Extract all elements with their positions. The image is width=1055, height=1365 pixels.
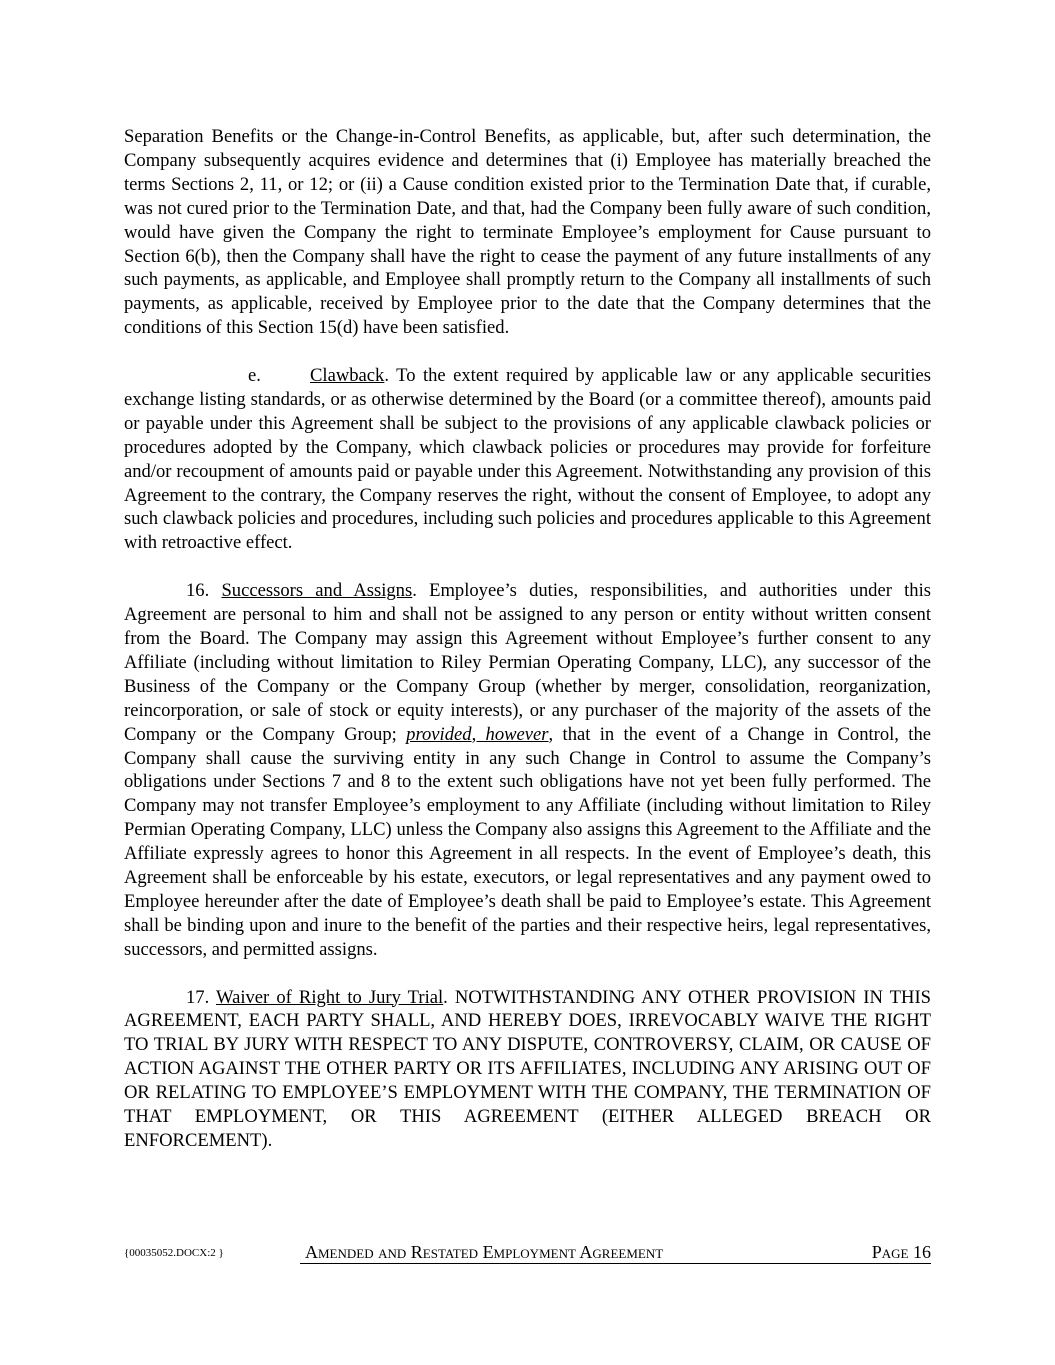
section-17-heading: Waiver of Right to Jury Trial [216, 986, 444, 1008]
footer-page-number: Page 16 [871, 1242, 931, 1262]
section-16-provided: provided [406, 723, 472, 745]
footer-rule [300, 1263, 931, 1264]
section-16-however: however [485, 723, 549, 745]
section-16-body-1: . Employee’s duties, responsibilities, and authorities under this Agreement are personal to him and shall not be assigned to any person or entity without written consent from the Board. The Company may assign this Agreement without Employee’s further consent to any Affiliate (including without limitation to Riley Permian Operating Company, LLC), any successor of the Business of the Company or the Company Group (whether by merger, consolidation, reorganization, reincorporation, or sale of stock or equity interests), or any purchaser of the majority of the assets of the Company or the Company Group; [124, 580, 932, 745]
footer-doc-id: {00035052.DOCX:2 } [124, 1247, 224, 1259]
section-16-number: 16. [186, 580, 222, 602]
section-15e-label: e. [248, 365, 261, 387]
section-16-body-2: , that in the event of a Change in Control, the Company shall cause the surviving entity in any such Change in Control to assume the Company’s obligations under Sections 7 and 8 to the extent such obligations have not yet been fully performed. The Company may not transfer Employee’s employment to any Affiliate (including without limitation to Riley Permian Operating Company, LLC) unless the Company also assigns this Agreement to the Affiliate and the Affiliate expressly agrees to honor this Agreement in all respects. In the event of Employee’s death, this Agreement shall be enforceable by his estate, executors, or legal representatives and any payment owed to Employee hereunder after the date of Employee’s death shall be paid to Employee’s estate. This Agreement shall be binding upon and inure to the benefit of the parties and their respective heirs, legal representatives, successors, and permitted assigns. [124, 723, 932, 960]
document-page [124, 125, 931, 1153]
page-footer [124, 1242, 931, 1266]
section-16-comma: , [471, 723, 486, 745]
section-15e-heading-period: . [384, 365, 390, 387]
section-15e-body: To the extent required by applicable law or any applicable securities exchange listing standards, or as otherwise determined by the Board (or a committee thereof), amounts paid or payable under this Agreement shall be subject to the provisions of any applicable clawback policies or procedures adopted by the Company, which clawback policies or procedures may provide for forfeiture and/or recoupment of amounts paid or payable under this Agreement. Notwithstanding any provision of this Agreement to the contrary, the Company reserves the right, without the consent of Employee, to adopt any such clawback policies and procedures, including such policies and procedures applicable to this Agreement with retroactive effect. [124, 365, 931, 554]
footer-title: Amended and Restated Employment Agreement [305, 1242, 664, 1262]
section-17-jury-waiver [124, 986, 931, 1153]
section-15e-clawback [124, 364, 931, 555]
section-16-successors [124, 579, 931, 962]
continuation-text: Separation Benefits or the Change-in-Control Benefits, as applicable, but, after such determination, the Company subsequently acquires evidence and determines that (i) Employee has materially breached the terms Sections 2, 11, or 12; or (ii) a Cause condition existed prior to the Termination Date that, if curable, was not cured prior to the Termination Date, and that, had the Company been fully aware of such condition, would have given the Company the right to terminate Employee’s employment for Cause pursuant to Section 6(b), then the Company shall have the right to cease the payment of any future installments of any such payments, as applicable, and Employee shall promptly return to the Company all installments of such payments, as applicable, received by Employee prior to the date that the Company determines that the conditions of this Section 15(d) have been satisfied. [124, 126, 931, 339]
section-15d-continuation [124, 125, 931, 340]
section-15e-heading: Clawback [310, 365, 385, 387]
section-16-heading: Successors and Assigns [221, 580, 413, 602]
section-17-body: . NOTWITHSTANDING ANY OTHER PROVISION IN THIS AGREEMENT, EACH PARTY SHALL, AND HEREBY DOES, IRREVOCABLY WAIVE THE RIGHT TO TRIAL BY JURY WITH RESPECT TO ANY DISPUTE, CONTROVERSY, CLAIM, OR CAUSE OF ACTION AGAINST THE OTHER PARTY OR ITS AFFILIATES, INCLUDING ANY ARISING OUT OF OR RELATING TO EMPLOYEE’S EMPLOYMENT WITH THE COMPANY, THE TERMINATION OF THAT EMPLOYMENT, OR THIS AGREEMENT (EITHER ALLEGED BREACH OR ENFORCEMENT). [124, 986, 931, 1152]
section-17-number: 17. [186, 986, 217, 1008]
